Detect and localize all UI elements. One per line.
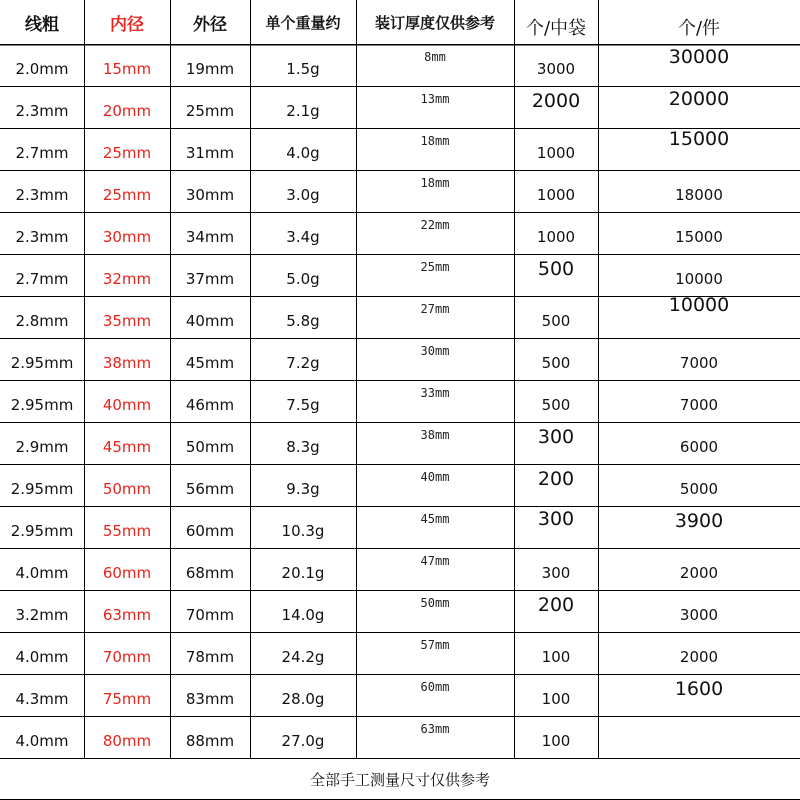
cell-outer-diameter: 50mm [185, 438, 235, 456]
cell-outer-diameter: 25mm [185, 102, 235, 120]
cell-inner-diameter: 75mm [102, 690, 152, 708]
cell-qty-per-bag: 1000 [536, 186, 576, 204]
cell-outer-diameter: 46mm [185, 396, 235, 414]
cell-qty-per-bag: 200 [537, 468, 575, 490]
cell-unit-weight: 3.4g [286, 228, 320, 246]
cell-unit-weight: 2.1g [286, 102, 320, 120]
cell-binding-thickness: 25mm [420, 260, 450, 274]
cell-qty-per-bag: 500 [541, 312, 571, 330]
cell-wire-thickness: 2.3mm [15, 102, 69, 120]
cell-qty-per-carton: 7000 [679, 354, 719, 372]
cell-wire-thickness: 4.0mm [15, 732, 69, 750]
cell-wire-thickness: 2.95mm [10, 354, 74, 372]
cell-inner-diameter: 20mm [102, 102, 152, 120]
cell-unit-weight: 3.0g [286, 186, 320, 204]
cell-unit-weight: 5.8g [286, 312, 320, 330]
cell-unit-weight: 10.3g [281, 522, 325, 540]
cell-unit-weight: 5.0g [286, 270, 320, 288]
cell-wire-thickness: 2.95mm [10, 522, 74, 540]
cell-binding-thickness: 22mm [420, 218, 450, 232]
cell-binding-thickness: 13mm [420, 92, 450, 106]
cell-qty-per-bag: 100 [541, 690, 571, 708]
cell-binding-thickness: 63mm [420, 722, 450, 736]
cell-unit-weight: 20.1g [281, 564, 325, 582]
cell-outer-diameter: 31mm [185, 144, 235, 162]
cell-wire-thickness: 2.95mm [10, 480, 74, 498]
cell-binding-thickness: 8mm [424, 50, 446, 64]
cell-qty-per-carton: 18000 [675, 186, 723, 204]
cell-qty-per-carton: 10000 [668, 294, 730, 316]
cell-binding-thickness: 33mm [420, 386, 450, 400]
cell-qty-per-carton: 30000 [668, 46, 730, 68]
cell-wire-thickness: 2.95mm [10, 396, 74, 414]
cell-qty-per-bag: 300 [537, 508, 575, 530]
table-footer-note: 全部手工测量尺寸仅供参考 [309, 770, 490, 789]
cell-qty-per-bag: 300 [537, 426, 575, 448]
cell-inner-diameter: 32mm [102, 270, 152, 288]
cell-binding-thickness: 18mm [420, 176, 450, 190]
cell-qty-per-carton: 3900 [674, 510, 724, 532]
cell-wire-thickness: 2.0mm [15, 60, 69, 78]
cell-binding-thickness: 40mm [420, 470, 450, 484]
cell-inner-diameter: 40mm [102, 396, 152, 414]
cell-qty-per-bag: 100 [541, 732, 571, 750]
cell-outer-diameter: 83mm [185, 690, 235, 708]
cell-wire-thickness: 2.8mm [15, 312, 69, 330]
cell-binding-thickness: 27mm [420, 302, 450, 316]
cell-wire-thickness: 2.7mm [15, 270, 69, 288]
cell-binding-thickness: 45mm [420, 512, 450, 526]
table-row [0, 716, 800, 758]
cell-unit-weight: 28.0g [281, 690, 325, 708]
cell-qty-per-carton: 15000 [668, 128, 730, 150]
cell-qty-per-bag: 200 [537, 594, 575, 616]
cell-outer-diameter: 45mm [185, 354, 235, 372]
cell-qty-per-carton: 6000 [679, 438, 719, 456]
cell-unit-weight: 7.2g [286, 354, 320, 372]
cell-outer-diameter: 30mm [185, 186, 235, 204]
cell-qty-per-bag: 300 [541, 564, 571, 582]
cell-inner-diameter: 63mm [102, 606, 152, 624]
cell-binding-thickness: 60mm [420, 680, 450, 694]
cell-wire-thickness: 4.3mm [15, 690, 69, 708]
cell-qty-per-bag: 2000 [531, 90, 581, 112]
cell-inner-diameter: 60mm [102, 564, 152, 582]
cell-inner-diameter: 35mm [102, 312, 152, 330]
cell-binding-thickness: 47mm [420, 554, 450, 568]
cell-binding-thickness: 50mm [420, 596, 450, 610]
cell-qty-per-carton: 7000 [679, 396, 719, 414]
cell-qty-per-bag: 500 [541, 354, 571, 372]
cell-inner-diameter: 15mm [102, 60, 152, 78]
header-binding-thickness: 装订厚度仅供参考 [374, 13, 495, 32]
cell-qty-per-carton: 1600 [674, 678, 724, 700]
cell-inner-diameter: 50mm [102, 480, 152, 498]
header-wire-thickness: 线粗 [25, 14, 59, 35]
cell-binding-thickness: 30mm [420, 344, 450, 358]
cell-qty-per-carton: 5000 [679, 480, 719, 498]
cell-unit-weight: 8.3g [286, 438, 320, 456]
cell-qty-per-bag: 100 [541, 648, 571, 666]
cell-inner-diameter: 55mm [102, 522, 152, 540]
cell-outer-diameter: 19mm [185, 60, 235, 78]
cell-inner-diameter: 30mm [102, 228, 152, 246]
cell-binding-thickness: 57mm [420, 638, 450, 652]
cell-qty-per-bag: 1000 [536, 228, 576, 246]
cell-binding-thickness: 38mm [420, 428, 450, 442]
cell-outer-diameter: 34mm [185, 228, 235, 246]
header-qty-per-bag: 个/中袋 [525, 18, 587, 39]
cell-outer-diameter: 37mm [185, 270, 235, 288]
cell-wire-thickness: 4.0mm [15, 564, 69, 582]
cell-outer-diameter: 68mm [185, 564, 235, 582]
header-inner-diameter: 内径 [110, 14, 144, 35]
cell-unit-weight: 24.2g [281, 648, 325, 666]
cell-wire-thickness: 2.9mm [15, 438, 69, 456]
cell-inner-diameter: 45mm [102, 438, 152, 456]
header-unit-weight: 单个重量约 [265, 13, 341, 32]
cell-qty-per-carton [598, 720, 800, 762]
cell-unit-weight: 7.5g [286, 396, 320, 414]
header-qty-per-carton: 个/件 [677, 18, 721, 39]
cell-inner-diameter: 38mm [102, 354, 152, 372]
cell-unit-weight: 27.0g [281, 732, 325, 750]
cell-inner-diameter: 70mm [102, 648, 152, 666]
cell-outer-diameter: 60mm [185, 522, 235, 540]
cell-qty-per-bag: 500 [537, 258, 575, 280]
header-outer-diameter: 外径 [193, 14, 227, 35]
cell-outer-diameter: 70mm [185, 606, 235, 624]
cell-unit-weight: 9.3g [286, 480, 320, 498]
cell-wire-thickness: 2.7mm [15, 144, 69, 162]
cell-qty-per-carton: 3000 [679, 606, 719, 624]
cell-outer-diameter: 78mm [185, 648, 235, 666]
cell-inner-diameter: 80mm [102, 732, 152, 750]
cell-wire-thickness: 3.2mm [15, 606, 69, 624]
cell-wire-thickness: 2.3mm [15, 186, 69, 204]
cell-qty-per-bag: 500 [541, 396, 571, 414]
cell-wire-thickness: 4.0mm [15, 648, 69, 666]
cell-outer-diameter: 88mm [185, 732, 235, 750]
cell-qty-per-bag: 1000 [536, 144, 576, 162]
cell-qty-per-bag: 3000 [536, 60, 576, 78]
cell-outer-diameter: 40mm [185, 312, 235, 330]
cell-wire-thickness: 2.3mm [15, 228, 69, 246]
cell-inner-diameter: 25mm [102, 144, 152, 162]
cell-qty-per-carton: 10000 [675, 270, 723, 288]
cell-inner-diameter: 25mm [102, 186, 152, 204]
cell-unit-weight: 14.0g [281, 606, 325, 624]
cell-outer-diameter: 56mm [185, 480, 235, 498]
cell-qty-per-carton: 15000 [675, 228, 723, 246]
cell-qty-per-carton: 2000 [679, 648, 719, 666]
cell-qty-per-carton: 2000 [679, 564, 719, 582]
cell-unit-weight: 1.5g [286, 60, 320, 78]
cell-qty-per-carton: 20000 [668, 88, 730, 110]
cell-unit-weight: 4.0g [286, 144, 320, 162]
cell-binding-thickness: 18mm [420, 134, 450, 148]
